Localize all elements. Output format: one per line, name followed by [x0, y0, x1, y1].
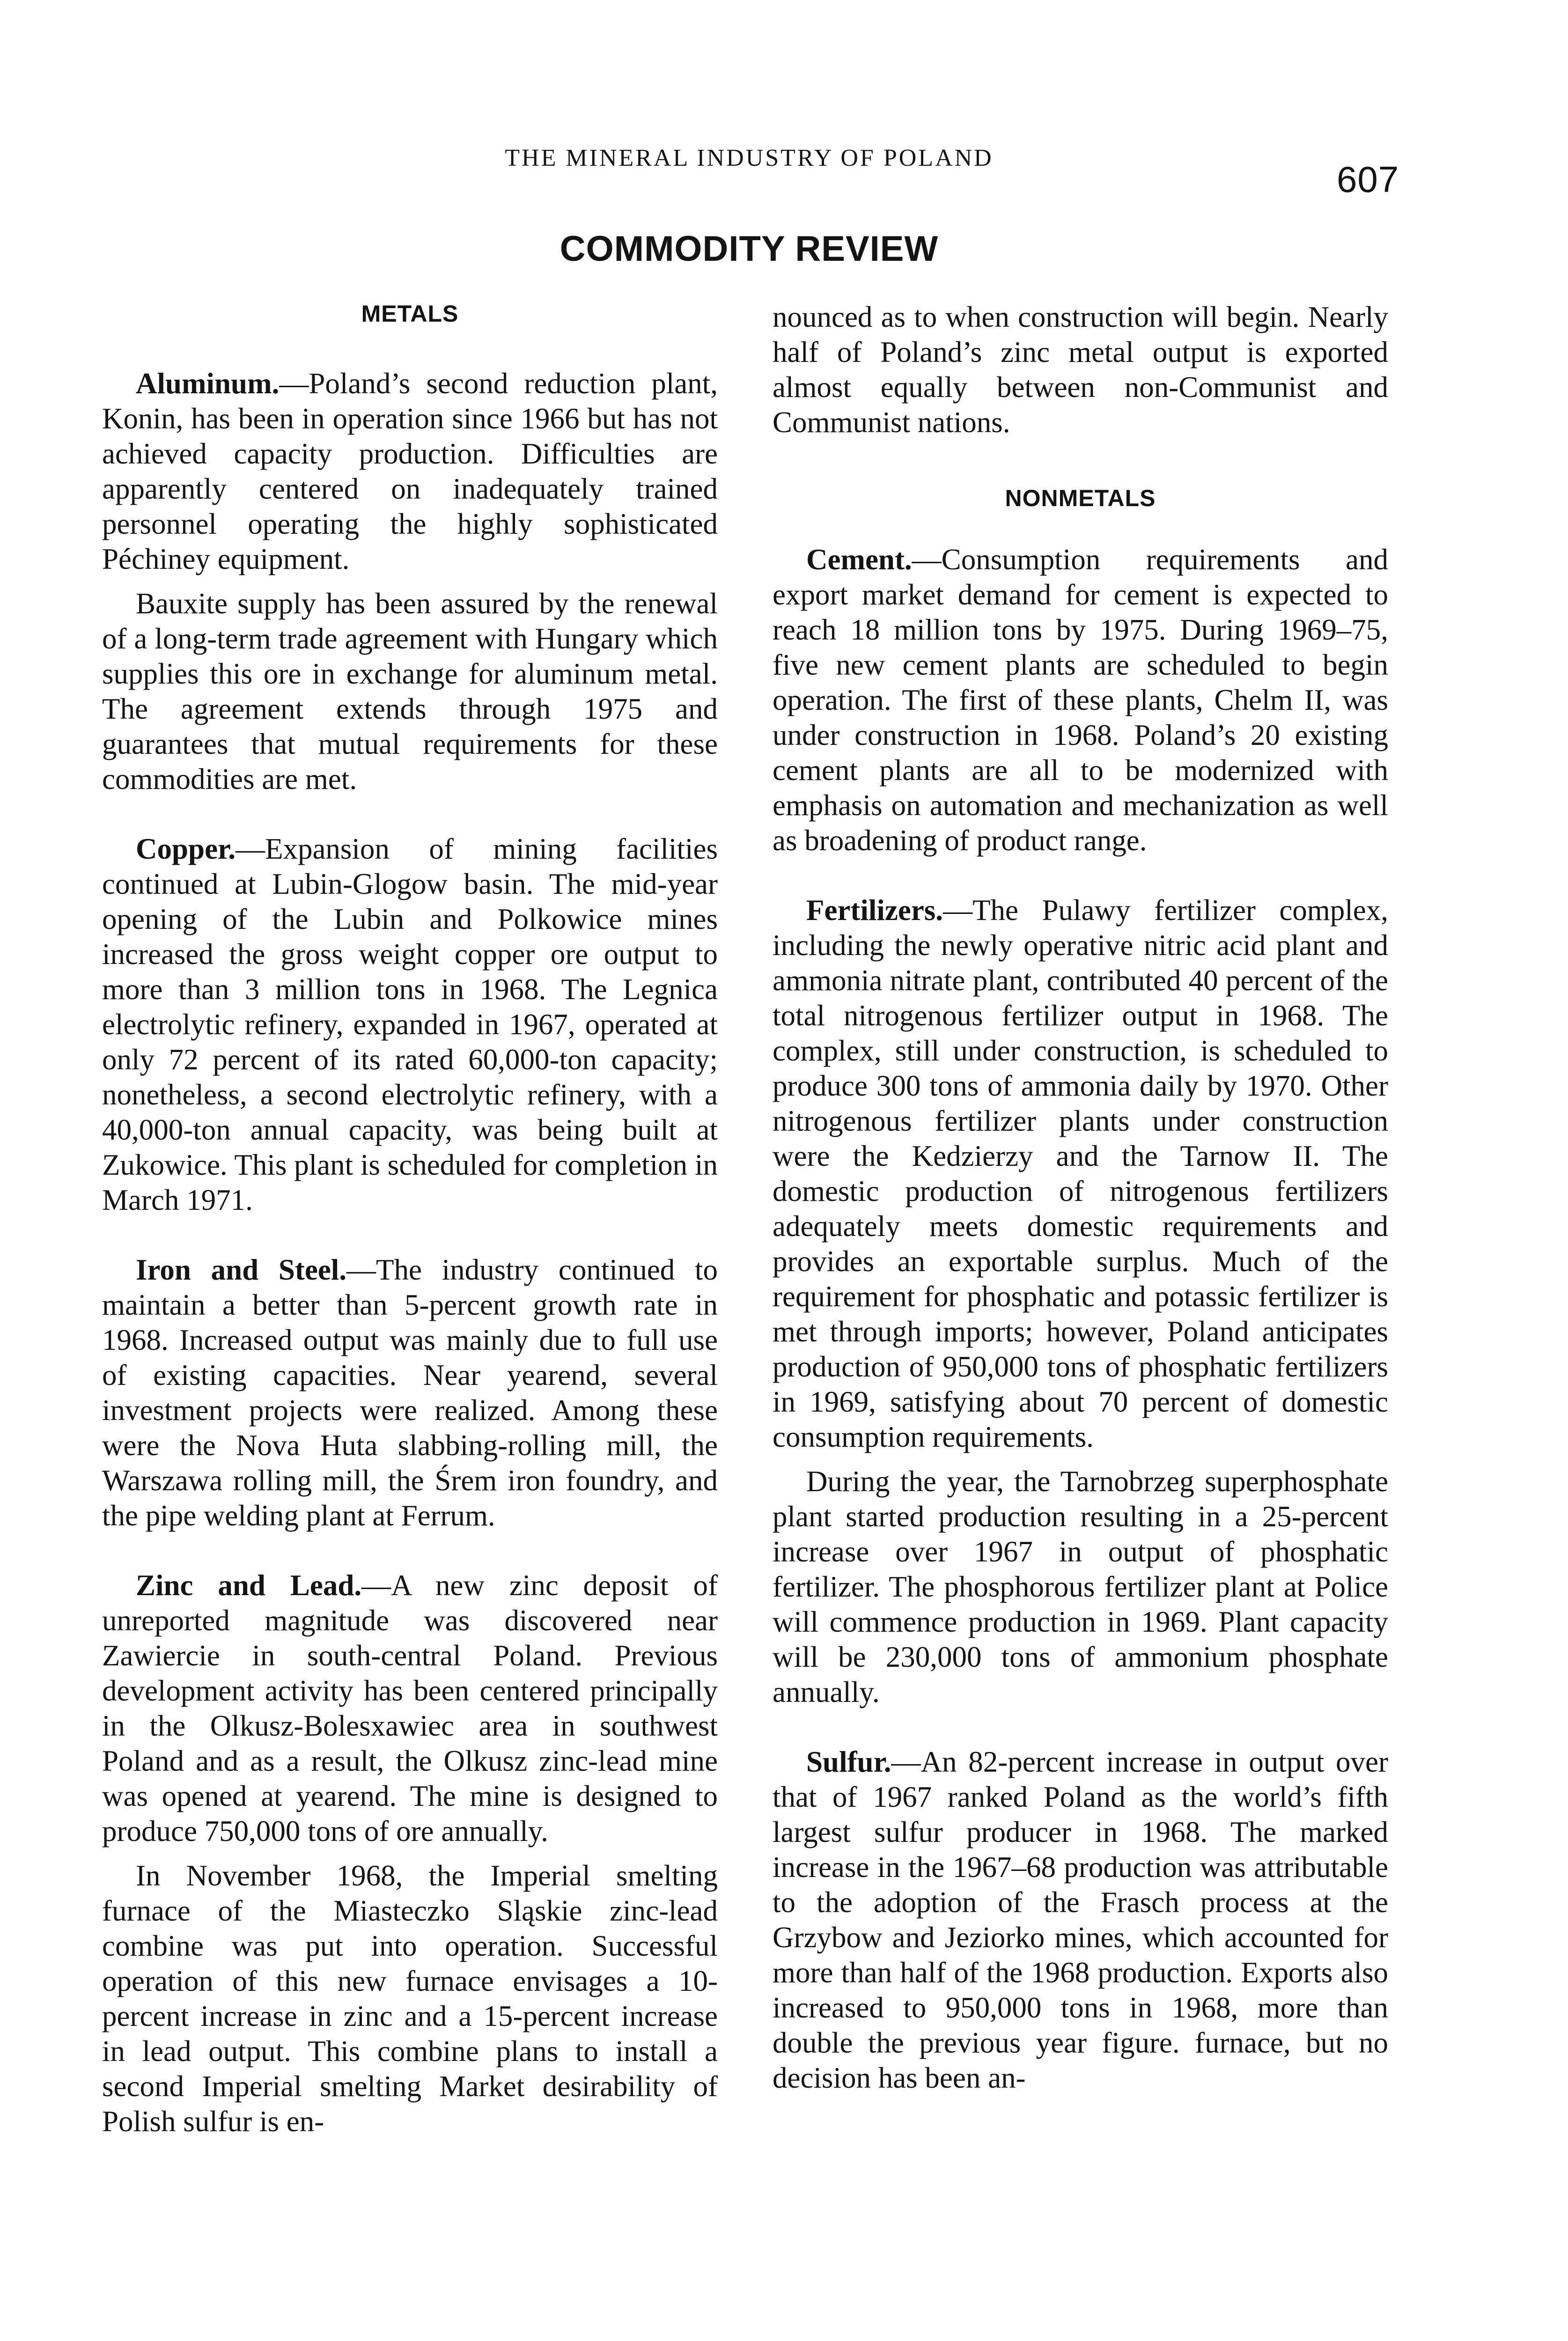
right-column	[773, 300, 1388, 2096]
sulfur-paragraph	[773, 1745, 1388, 2096]
fertilizers-paragraph	[773, 893, 1388, 1455]
zinc-lead-text: —A new zinc deposit of unreported magnitude was discovered near Zawiercie in south-central Poland. Previous development activity has been centered principally in the Olkusz-Bolesxawiec area in southwest Poland and as a result, the Olkusz zinc-lead mine was opened at yearend. The mine is designed to produce 750,000 tons of ore annually.	[102, 1569, 718, 1848]
iron-steel-runin: Iron and Steel.	[136, 1253, 347, 1286]
section-title: COMMODITY REVIEW	[559, 229, 939, 269]
zinc-continuation-paragraph: nounced as to when construction will begin. Nearly half of Poland’s zinc metal output is exported almost equally between non-Communist and Communist nations.	[773, 301, 1388, 439]
sulfur-text: —An 82-percent increase in output over that of 1967 ranked Poland as the world’s fifth largest sulfur producer in 1968. The marked increase in the 1967–68 production was attributable to the adoption of the Frasch process at the Grzybow and Jeziorko mines, which accounted for more than half of the 1968 production. Exports also increased to 950,000 tons in 1968, more than double the previous year figure. furnace, but no decision has been an-	[773, 1745, 1388, 2094]
nonmetals-heading: NONMETALS	[1005, 485, 1156, 511]
metals-heading: METALS	[361, 301, 459, 327]
zinc-lead-paragraph	[102, 1568, 718, 1849]
cement-text: —Consumption requirements and export market demand for cement is expected to reach 18 million tons by 1975. During 1969–75, five new cement plants are scheduled to begin operation. The first of these plants, Chelm II, was under construction in 1968. Poland’s 20 existing cement plants are all to be modernized with emphasis on automation and mechanization as well as broadening of product range.	[773, 543, 1388, 857]
copper-text: —Expansion of mining facilities continued at Lubin-Glogow basin. The mid-year opening of the Lubin and Polkowice mines increased the gross weight copper ore output to more than 3 million tons in 1968. The Legnica electrolytic refinery, expanded in 1967, operated at only 72 percent of its rated 60,000-ton capacity; nonetheless, a second electrolytic refinery, with a 40,000-ton annual capacity, was being built at Zukowice. This plant is scheduled for completion in March 1971.	[102, 832, 718, 1216]
sulfur-runin: Sulfur.	[806, 1745, 891, 1778]
cement-runin: Cement.	[806, 543, 912, 576]
imperial-smelting-paragraph: In November 1968, the Imperial smelting furnace of the Miasteczko Sląskie zinc-lead combine was put into operation. Successful operation of this new furnace envisages a 10-percent increase in zinc and a 15-percent increase in lead output. This combine plans to install a second Imperial smelting Market desirability of Polish sulfur is en-	[102, 1859, 718, 2138]
bauxite-paragraph: Bauxite supply has been assured by the renewal of a long-term trade agreement with Hungary which supplies this ore in exchange for aluminum metal. The agreement extends through 1975 and guarantees that mutual requirements for these commodities are met.	[102, 587, 718, 795]
aluminum-runin: Aluminum.	[136, 367, 280, 400]
running-title: THE MINERAL INDUSTRY OF POLAND	[505, 145, 994, 171]
iron-steel-paragraph	[102, 1252, 718, 1533]
fertilizers-runin: Fertilizers.	[806, 894, 943, 927]
superphosphate-paragraph: During the year, the Tarnobrzeg superphosphate plant started production resulting in a 25-percent increase over 1967 in output of phosphatic fertilizer. The phosphorous fertilizer plant at Police will commence production in 1969. Plant capacity will be 230,000 tons of ammonium phosphate annually.	[773, 1465, 1388, 1708]
left-column	[102, 300, 718, 2139]
cement-paragraph	[773, 542, 1388, 858]
copper-runin: Copper.	[136, 832, 236, 865]
aluminum-paragraph	[102, 366, 718, 577]
zinc-lead-runin: Zinc and Lead.	[136, 1569, 362, 1602]
fertilizers-text: —The Pulawy fertilizer complex, including the newly operative nitric acid plant and ammonia nitrate plant, contributed 40 percent of the total nitrogenous fertilizer output in 1968. The complex, still under construction, is scheduled to produce 300 tons of ammonia daily by 1970. Other nitrogenous fertilizer plants under construction were the Kedzierzy and the Tarnow II. The domestic production of nitrogenous fertilizers adequately meets domestic requirements and provides an exportable surplus. Much of the requirement for phosphatic and potassic fertilizer is met through imports; however, Poland anticipates production of 950,000 tons of phosphatic fertilizers in 1969, satisfying about 70 percent of domestic consumption requirements.	[773, 894, 1388, 1453]
iron-steel-text: —The industry continued to maintain a better than 5-percent growth rate in 1968. Increased output was mainly due to full use of existing capacities. Near yearend, several investment projects were realized. Among these were the Nova Huta slabbing-rolling mill, the Warszawa rolling mill, the Śrem iron foundry, and the pipe welding plant at Ferrum.	[102, 1253, 718, 1532]
aluminum-text: —Poland’s second reduction plant, Konin, has been in operation since 1966 but has not achieved capacity production. Difficulties are apparently centered on inadequately trained personnel operating the highly sophisticated Péchiney equipment.	[102, 367, 718, 575]
page-number: 607	[1337, 159, 1399, 200]
copper-paragraph	[102, 832, 718, 1218]
